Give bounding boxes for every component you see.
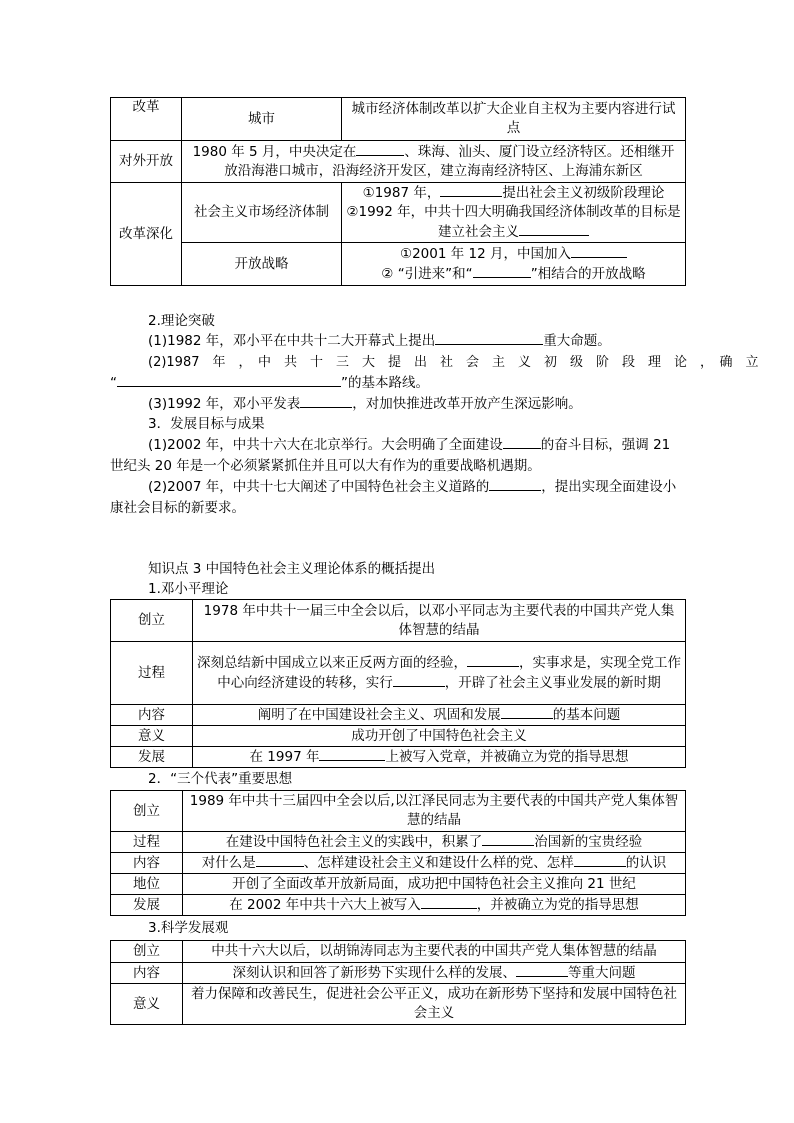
cell-deepen: 改革深化 xyxy=(111,183,182,286)
blank xyxy=(473,264,531,278)
blank xyxy=(519,222,589,236)
cell-market-desc: ①1987 年， 提出社会主义初级阶段理论 ②1992 年，中共十四大明确我国经济体制改革的目标是建立社会主义 xyxy=(342,183,686,243)
row-value: 在建设中国特色社会主义的实践中，积累了 治国新的宝贵经验 xyxy=(183,832,686,853)
row-key: 意义 xyxy=(111,984,183,1025)
row-value: 成功开创了中国特色社会主义 xyxy=(193,726,686,747)
scientific-development-table xyxy=(110,940,686,1025)
cell-opening-desc: 1980 年 5 月，中央决定在 、珠海、汕头、厦门设立经济特区。还相继开放沿海港口城市，沿海经济开发区，建立海南经济特区、上海浦东新区 xyxy=(182,141,686,183)
blank xyxy=(489,477,541,491)
subsection-heading: 3.科学发展观 xyxy=(148,920,229,936)
row-key: 发展 xyxy=(111,895,183,916)
row-value: 深刻总结新中国成立以来正反两方面的经验， ，实事求是，实现全党工作中心向经济建设的转移，实行 ，开辟了社会主义事业发展的新时期 xyxy=(193,642,686,705)
blank xyxy=(503,435,541,449)
subsection-heading: 1.邓小平理论 xyxy=(148,581,229,597)
row-key: 创立 xyxy=(111,600,193,642)
row-value: 开创了全面改革开放新局面，成功把中国特色社会主义推向 21 世纪 xyxy=(183,874,686,895)
paragraph: (3)1992 年，邓小平发表 ，对加快推进改革开放产生深远影响。 xyxy=(148,396,582,412)
blank xyxy=(571,244,627,258)
paragraph: “ ”的基本路线。 xyxy=(110,375,429,391)
cell-opening: 对外开放 xyxy=(111,141,182,183)
row-value: 在 2002 年中共十六大上被写入 ，并被确立为党的指导思想 xyxy=(183,895,686,916)
row-key: 过程 xyxy=(111,642,193,705)
subsection-heading: 2．“三个代表”重要思想 xyxy=(148,771,293,787)
row-key: 意义 xyxy=(111,726,193,747)
cell-market: 社会主义市场经济体制 xyxy=(182,183,342,243)
blank xyxy=(501,705,553,719)
paragraph: (2)2007 年，中共十七大阐述了中国特色社会主义道路的 ，提出实现全面建设小康社会目标的新要求。 xyxy=(110,479,677,516)
blank xyxy=(574,853,626,867)
row-value: 1989 年中共十三届四中全会以后,以江泽民同志为主要代表的中国共产党人集体智慧的结晶 xyxy=(183,791,686,832)
cell-city-desc: 城市经济体制改革以扩大企业自主权为主要内容进行试点 xyxy=(342,98,686,141)
row-key: 内容 xyxy=(111,853,183,874)
blank xyxy=(467,653,519,667)
cell-city: 城市 xyxy=(182,98,342,141)
row-value: 深刻认识和回答了新形势下实现什么样的发展、 等重大问题 xyxy=(183,963,686,984)
blank xyxy=(516,963,568,977)
blank xyxy=(482,832,534,846)
row-value: 中共十六大以后，以胡锦涛同志为主要代表的中国共产党人集体智慧的结晶 xyxy=(183,941,686,963)
row-value: 对什么是 、怎样建设社会主义和建设什么样的党、怎样 的认识 xyxy=(183,853,686,874)
row-key: 发展 xyxy=(111,747,193,768)
blank xyxy=(440,183,502,197)
knowledge-title: 知识点 3 中国特色社会主义理论体系的概括提出 xyxy=(148,561,436,577)
row-key: 过程 xyxy=(111,832,183,853)
cell-reform: 改革 xyxy=(111,98,182,141)
paragraph: (1)1982 年，邓小平在中共十二大开幕式上提出 重大命题。 xyxy=(148,333,611,349)
paragraph: (2)1987 年 ， 中 共 十 三 大 提 出 社 会 主 义 初 级 阶 段 理 论 ， 确 立 xyxy=(148,355,759,370)
section-heading: 3．发展目标与成果 xyxy=(148,416,265,432)
row-key: 地位 xyxy=(111,874,183,895)
cell-strategy: 开放战略 xyxy=(182,243,342,286)
blank xyxy=(300,394,352,408)
three-represents-table xyxy=(110,790,686,916)
reform-table xyxy=(110,97,686,286)
blank xyxy=(256,853,304,867)
row-key: 创立 xyxy=(111,791,183,832)
cell-strategy-desc: ①2001 年 12 月，中国加入 ② “引进来”和“ ”相结合的开放战略 xyxy=(342,243,686,286)
blank xyxy=(393,673,445,687)
row-key: 内容 xyxy=(111,705,193,726)
row-value: 1978 年中共十一届三中全会以后，以邓小平同志为主要代表的中国共产党人集体智慧的结晶 xyxy=(193,600,686,642)
row-key: 创立 xyxy=(111,941,183,963)
blank xyxy=(435,331,543,345)
blank xyxy=(319,747,385,761)
blank xyxy=(421,895,477,909)
deng-theory-table xyxy=(110,599,686,768)
row-key: 内容 xyxy=(111,963,183,984)
row-value: 在 1997 年 上被写入党章，并被确立为党的指导思想 xyxy=(193,747,686,768)
blank xyxy=(356,142,404,156)
paragraph: (1)2002 年，中共十六大在北京举行。大会明确了全面建设 的奋斗目标，强调 21 世纪头 20 年是一个必须紧紧抓住并且可以大有作为的重要战略机遇期。 xyxy=(110,437,671,474)
row-value: 着力保障和改善民生，促进社会公平正义，成功在新形势下坚持和发展中国特色社会主义 xyxy=(183,984,686,1025)
blank xyxy=(117,373,341,387)
row-value: 阐明了在中国建设社会主义、巩固和发展 的基本问题 xyxy=(193,705,686,726)
section-heading: 2.理论突破 xyxy=(148,313,215,329)
